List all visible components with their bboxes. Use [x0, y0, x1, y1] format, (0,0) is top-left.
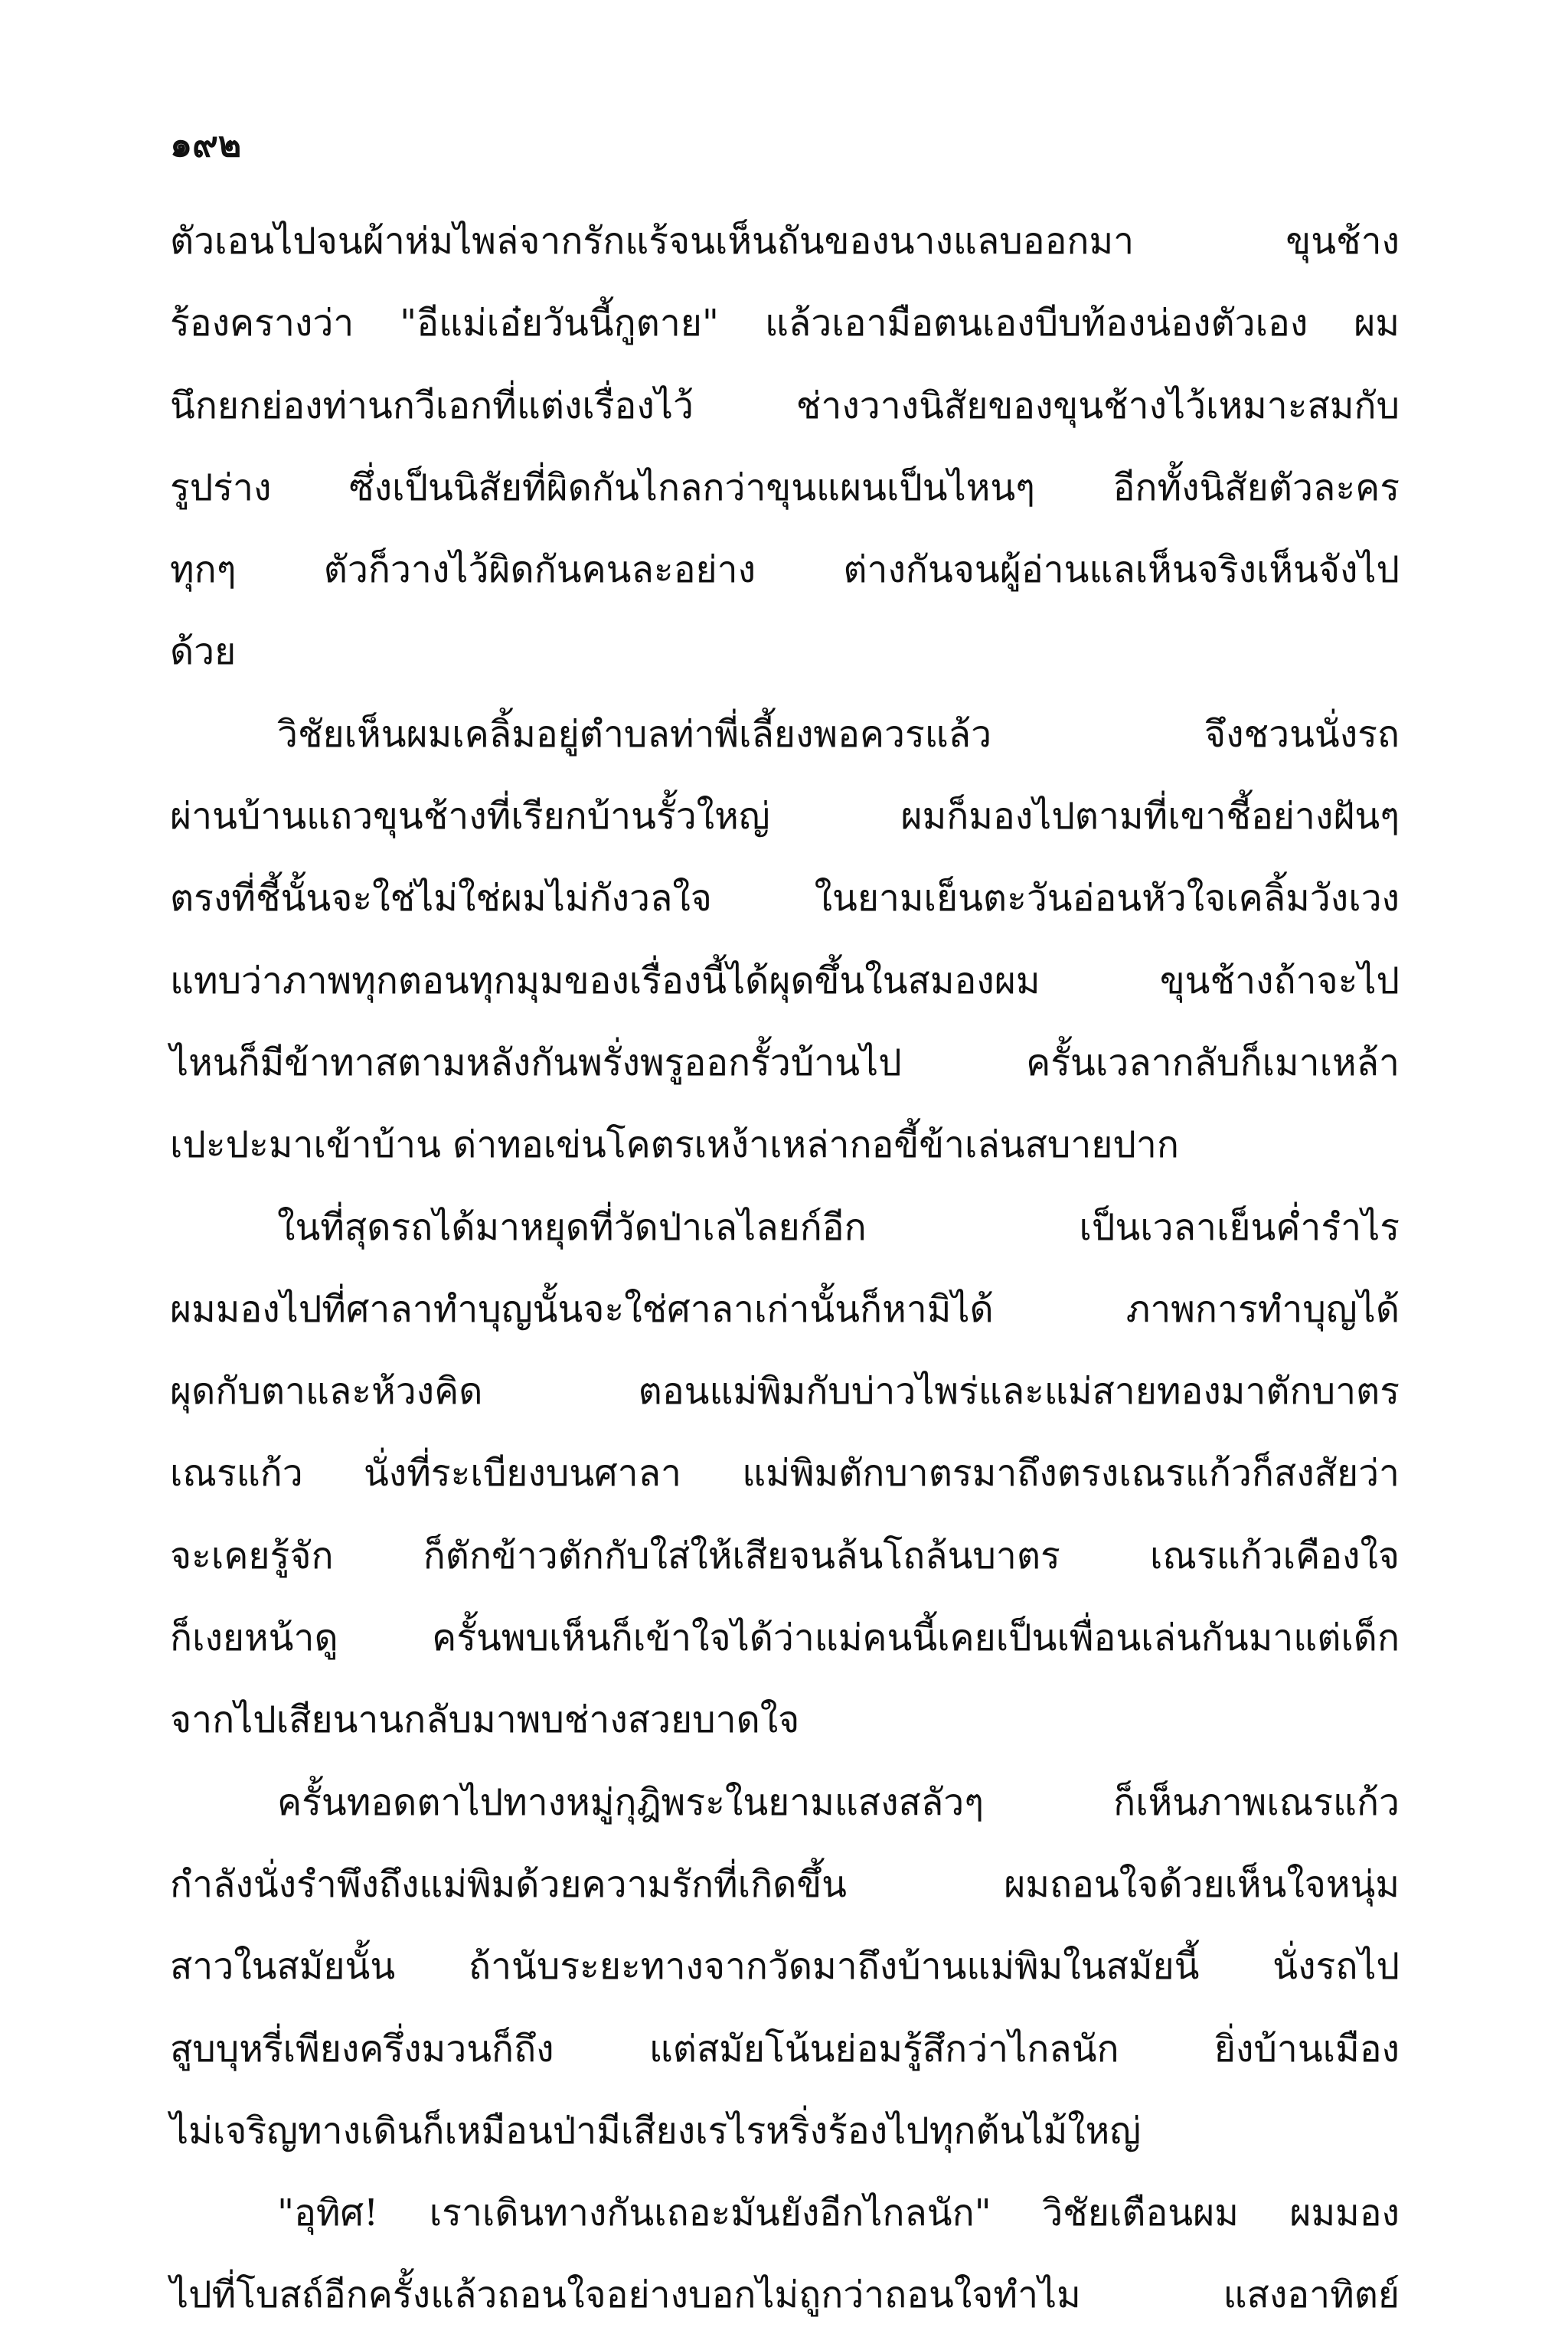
text-line: แทบว่าภาพทุกตอนทุกมุมของเรื่องนี้ได้ผุดขึ้นในสมองผม ขุนช้างถ้าจะไป — [170, 959, 1400, 1002]
text-line: ไหนก็มีข้าทาสตามหลังกันพรั่งพรูออกรั้วบ้านไป ครั้นเวลากลับก็เมาเหล้า — [170, 1041, 1400, 1084]
text-line: ร้องครางว่า "อีแม่เอ๋ยวันนี้กูตาย" แล้วเอามือตนเองบีบท้องน่องตัวเอง ผม — [170, 302, 1400, 345]
text-line: จากไปเสียนานกลับมาพบช่างสวยบาดใจ — [170, 1698, 800, 1742]
text-line: เปะปะมาเข้าบ้าน ด่าทอเข่นโคตรเหง้าเหล่ากอขี้ข้าเล่นสบายปาก — [170, 1123, 1179, 1167]
text-line: ก็เงยหน้าดู ครั้นพบเห็นก็เข้าใจได้ว่าแม่คนนี้เคยเป็นเพื่อนเล่นกันมาแต่เด็ก — [170, 1616, 1400, 1660]
text-line: ทุกๆ ตัวก็วางไว้ผิดกันคนละอย่าง ต่างกันจนผู้อ่านแลเห็นจริงเห็นจังไป — [170, 548, 1400, 592]
text-line: วิชัยเห็นผมเคลิ้มอยู่ตำบลท่าพี่เลี้ยงพอควรแล้ว จึงชวนนั่งรถ — [277, 712, 1400, 756]
text-line: กำลังนั่งรำพึงถึงแม่พิมด้วยความรักที่เกิดขึ้น ผมถอนใจด้วยเห็นใจหนุ่ม — [170, 1862, 1400, 1906]
text-line: ตัวเอนไปจนผ้าห่มไพล่จากรักแร้จนเห็นถันของนางแลบออกมา ขุนช้าง — [170, 220, 1400, 263]
text-line: จะเคยรู้จัก ก็ตักข้าวตักกับใส่ให้เสียจนล้นโถล้นบาตร เณรแก้วเคืองใจ — [170, 1534, 1400, 1577]
page-number: ๑๙๒ — [170, 123, 242, 165]
text-line: รูปร่าง ซึ่งเป็นนิสัยที่ผิดกันไกลกว่าขุนแผนเป็นไหนๆ อีกทั้งนิสัยตัวละคร — [170, 466, 1400, 509]
text-line: ไม่เจริญทางเดินก็เหมือนป่ามีเสียงเรไรหริ่งร้องไปทุกต้นไม้ใหญ่ — [170, 2109, 1142, 2152]
text-line: ผุดกับตาและห้วงคิด ตอนแม่พิมกับบ่าวไพร่และแม่สายทองมาตักบาตร — [170, 1370, 1400, 1414]
text-line: ไปที่โบสถ์อีกครั้งแล้วถอนใจอย่างบอกไม่ถูกว่าถอนใจทำไม แสงอาทิตย์ — [170, 2273, 1400, 2317]
text-line: สาวในสมัยนั้น ถ้านับระยะทางจากวัดมาถึงบ้านแม่พิมในสมัยนี้ นั่งรถไป — [170, 1945, 1400, 1989]
text-line: ด้วย — [170, 630, 237, 674]
text-line: ผ่านบ้านแถวขุนช้างที่เรียกบ้านรั้วใหญ่ ผมก็มองไปตามที่เขาชี้อย่างฝันๆ — [170, 795, 1400, 838]
text-line: ผมมองไปที่ศาลาทำบุญนั้นจะใช่ศาลาเก่านั้นก็หามิได้ ภาพการทำบุญได้ — [170, 1287, 1400, 1331]
text-line: "อุทิศ! เราเดินทางกันเถอะมันยังอีกไกลนัก" วิชัยเตือนผม ผมมอง — [277, 2192, 1400, 2235]
text-line: ตรงที่ชี้นั้นจะใช่ไม่ใช่ผมไม่กังวลใจ ในยามเย็นตะวันอ่อนหัวใจเคลิ้มวังเวง — [170, 877, 1400, 920]
text-line: นึกยกย่องท่านกวีเอกที่แต่งเรื่องไว้ ช่างวางนิสัยของขุนช้างไว้เหมาะสมกับ — [170, 384, 1400, 427]
text-line: ในที่สุดรถได้มาหยุดที่วัดป่าเลไลยก์อีก เป็นเวลาเย็นค่ำรำไร — [277, 1205, 1400, 1249]
text-line: เณรแก้ว นั่งที่ระเบียงบนศาลา แม่พิมตักบาตรมาถึงตรงเณรแก้วก็สงสัยว่า — [170, 1452, 1400, 1495]
text-line: สูบบุหรี่เพียงครึ่งมวนก็ถึง แต่สมัยโน้นย่อมรู้สึกว่าไกลนัก ยิ่งบ้านเมือง — [170, 2027, 1400, 2071]
body-text — [170, 201, 1400, 2337]
text-line: ครั้นทอดตาไปทางหมู่กุฎิพระในยามแสงสลัวๆ ก็เห็นภาพเณรแก้ว — [277, 1780, 1400, 1824]
